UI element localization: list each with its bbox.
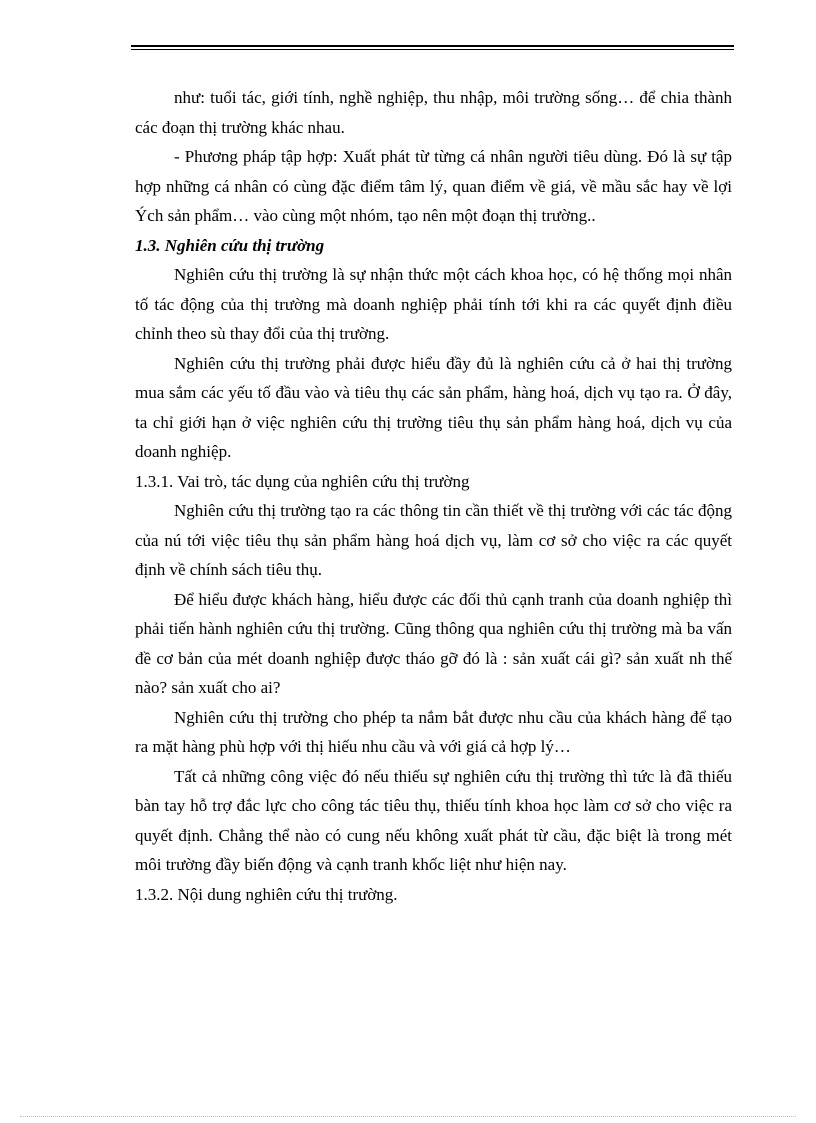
- footer-divider: [20, 1116, 796, 1117]
- subsection-heading: 1.3.2. Nội dung nghiên cứu thị trường.: [135, 884, 398, 904]
- paragraph: như: tuổi tác, giới tính, nghề nghiệp, thu nhập, môi trường sống… để chia thành các đoạn thị trường khác nhau.: [135, 88, 732, 137]
- paragraph: Để hiểu được khách hàng, hiểu được các đối thủ cạnh tranh của doanh nghiệp thì phải tiến hành nghiên cứu thị trường. Cũng thông qua nghiên cứu thị trường mà ba vấn đề cơ bản của mét doanh nghiệp được tháo gỡ đó là : sản xuất cái gì? sản xuất nh thế nào? sản xuất cho ai?: [135, 589, 732, 697]
- paragraph: Nghiên cứu thị trường tạo ra các thông tin cần thiết về thị trường với các tác động của nú tới việc tiêu thụ sản phẩm hàng hoá dịch vụ, làm cơ sở cho việc ra các quyết định về chính sách tiêu thụ.: [135, 501, 732, 579]
- paragraph: Nghiên cứu thị trường cho phép ta nắm bắt được nhu cầu của khách hàng để tạo ra mặt hàng phù hợp với thị hiếu nhu cầu và với giá cả hợp lý…: [135, 707, 732, 756]
- header-rule: [131, 45, 734, 47]
- header-rule-thin: [131, 49, 734, 50]
- paragraph: Tất cả những công việc đó nếu thiếu sự nghiên cứu thị trường thì tức là đã thiếu bàn tay hỗ trợ đắc lực cho công tác tiêu thụ, thiếu tính khoa học làm cơ sở cho việc ra quyết định. Chẳng thể nào có cung nếu không xuất phát từ cầu, đặc biệt là trong mét môi trường đầy biến động và cạnh tranh khốc liệt như hiện nay.: [135, 766, 732, 874]
- section-heading: 1.3. Nghiên cứu thị trường: [135, 235, 325, 255]
- document-body: [135, 83, 732, 909]
- subsection-heading: 1.3.1. Vai trò, tác dụng của nghiên cứu thị trường: [135, 471, 470, 491]
- paragraph: Nghiên cứu thị trường phải được hiểu đầy đủ là nghiên cứu cả ở hai thị trường mua sắm các yếu tố đầu vào và tiêu thụ các sản phẩm, hàng hoá, dịch vụ tạo ra. Ở đây, ta chỉ giới hạn ở việc nghiên cứu thị trường tiêu thụ sản phẩm hàng hoá, dịch vụ của doanh nghiệp.: [135, 353, 732, 461]
- paragraph: - Phương pháp tập hợp: Xuất phát từ từng cá nhân người tiêu dùng. Đó là sự tập hợp những cá nhân có cùng đặc điểm tâm lý, quan điểm về giá, về mầu sắc hay về lợi Ých sản phẩm… vào cùng một nhóm, tạo nên một đoạn thị trường..: [135, 147, 732, 225]
- paragraph: Nghiên cứu thị trường là sự nhận thức một cách khoa học, có hệ thống mọi nhân tố tác động của thị trường mà doanh nghiệp phải tính tới khi ra các quyết định điều chỉnh theo sù thay đổi của thị trường.: [135, 265, 732, 343]
